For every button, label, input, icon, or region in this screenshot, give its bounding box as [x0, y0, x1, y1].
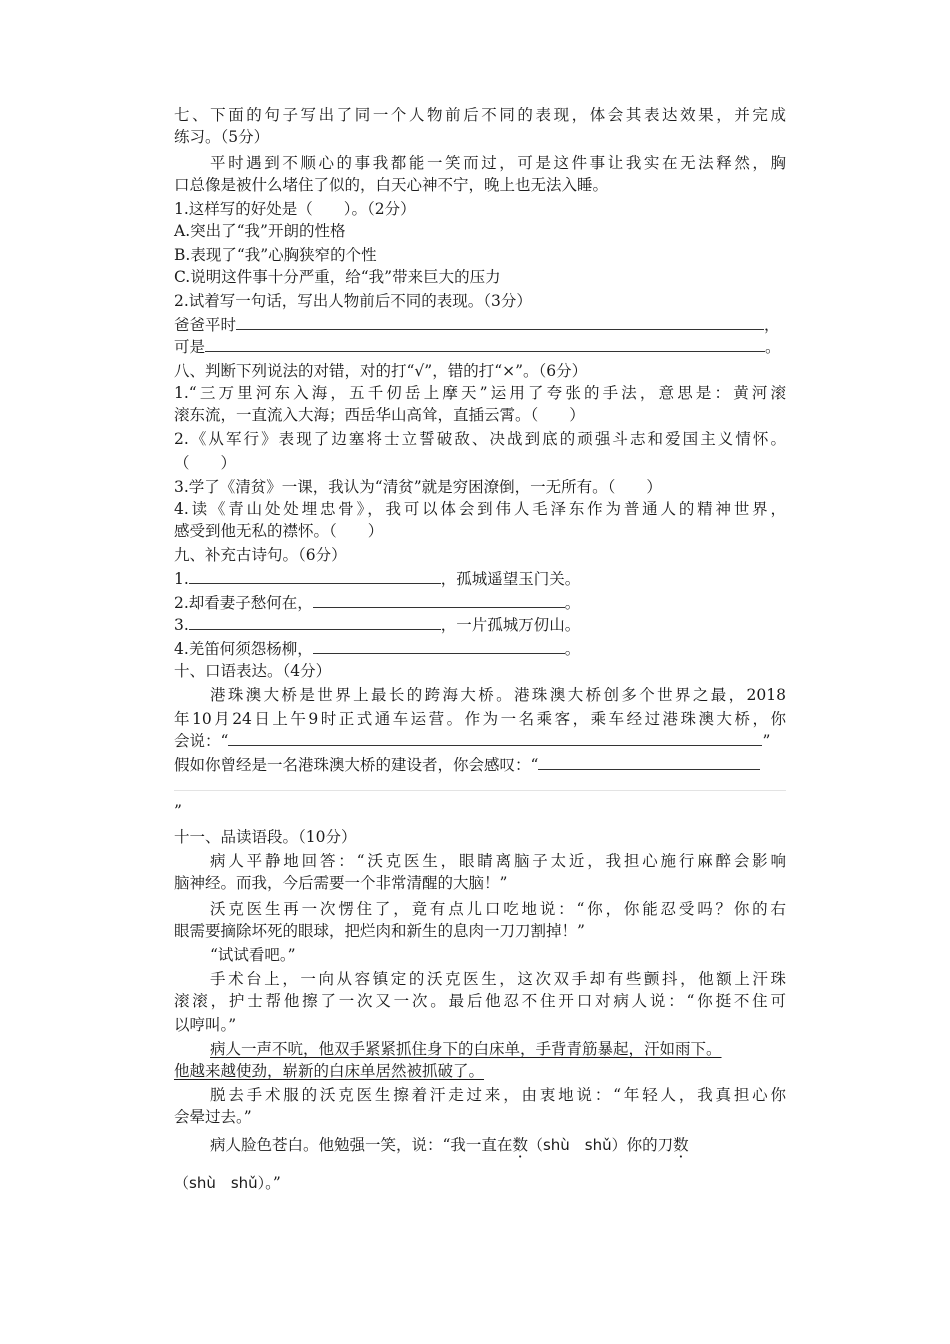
para-7-end: 。” — [265, 1174, 281, 1192]
para-7-text: 病人脸色苍白。他勉强一笑，说：“我一直在 — [210, 1136, 513, 1154]
sigh-line — [174, 754, 786, 776]
speech-line-suffix: ” — [762, 732, 771, 750]
judge-item-3[interactable]: 3.学了《清贫》一课，我认为“清贫”就是穷困潦倒，一无所有。（ ） — [174, 478, 662, 496]
reading-para-3: “试试看吧。” — [210, 946, 296, 964]
judge-item-1: 1.“三万里河东入海，五千仞岳上摩天”运用了夸张的手法，意思是：黄河滚 — [174, 384, 786, 402]
judge-item-1-cont[interactable]: 滚东流，一直流入大海；西岳华山高耸，直插云霄。（ ） — [174, 406, 585, 424]
section7-question-1: 1.这样写的好处是（ ）。（2分） — [174, 200, 416, 218]
underlined-sentence: 病人一声不吭，他双手紧紧抓住身下的白床单，手背青筋暴起，汗如雨下。 — [210, 1040, 722, 1058]
reading-para-6-cont: 会晕过去。” — [174, 1108, 252, 1126]
underlined-sentence-cont: 他越来越使劲，崭新的白床单居然被抓破了。 — [174, 1062, 485, 1080]
reading-para-6: 脱去手术服的沃克医生擦着汗走过来，由衷地说：“年轻人，我真担心你 — [210, 1086, 786, 1104]
fill-line-2-suffix: 。 — [765, 338, 781, 356]
poem-line-2 — [174, 592, 786, 614]
reading-para-1: 病人平静地回答：“沃克医生，眼睛离脑子太近，我担心施行麻醉会影响 — [210, 852, 786, 870]
poem-line-4-prefix: 4.羌笛何须怨杨柳， — [174, 640, 313, 658]
section10-passage: 港珠澳大桥是世界上最长的跨海大桥。港珠澳大桥创多个世界之最，2018 — [210, 686, 786, 704]
dotted-char-1: 数 — [512, 1136, 528, 1154]
pinyin-choice-2[interactable]: （shù shǔ） — [174, 1174, 266, 1192]
section7-question-2: 2.试着写一句话，写出人物前后不同的表现。（3分） — [174, 292, 532, 310]
poem-line-1-prefix: 1. — [174, 570, 189, 588]
sigh-line-prefix: 假如你曾经是一名港珠澳大桥的建设者，你会感叹：“ — [174, 756, 539, 774]
poem-blank[interactable] — [189, 614, 441, 630]
reading-para-7 — [210, 1134, 822, 1156]
reading-para-2: 沃克医生再一次愣住了，竟有点儿口吃地说：“你，你能忍受吗？你的右 — [210, 900, 786, 918]
judge-item-2: 2.《从军行》表现了边塞将士立誓破敌、决战到底的顽强斗志和爱国主义情怀。 — [174, 430, 786, 448]
poem-line-4-suffix: 。 — [564, 640, 581, 658]
reading-para-4-end: 以哼叫。” — [174, 1016, 237, 1034]
poem-blank[interactable] — [189, 568, 441, 584]
sigh-blank[interactable] — [538, 754, 760, 770]
fill-line-1-suffix: ， — [764, 316, 780, 334]
judge-item-4: 4.读《青山处处埋忠骨》，我可以体会到伟人毛泽东作为普通人的精神世界， — [174, 500, 786, 518]
fill-line-1 — [174, 314, 786, 336]
poem-blank[interactable] — [313, 592, 565, 608]
option-c[interactable]: C.说明这件事十分严重，给“我”带来巨大的压力 — [174, 268, 501, 286]
section9-heading: 九、补充古诗句。（6分） — [174, 546, 347, 564]
answer-blank[interactable] — [205, 336, 765, 352]
fill-line-2-prefix: 可是 — [174, 338, 206, 356]
section11-heading: 十一、品读语段。（10分） — [174, 828, 357, 846]
reading-para-1-cont: 脑神经。而我，今后需要一个非常清醒的大脑！” — [174, 874, 508, 892]
sigh-line-close: ” — [174, 802, 182, 820]
dotted-char-2: 数 — [673, 1136, 689, 1154]
reading-para-7-cont — [174, 1172, 786, 1194]
speech-blank[interactable] — [228, 730, 762, 746]
fill-line-1-prefix: 爸爸平时 — [174, 316, 237, 334]
judge-item-2-cont[interactable]: （ ） — [174, 454, 237, 472]
section10-heading: 十、口语表达。（4分） — [174, 662, 332, 680]
poem-line-3-suffix: ，一片孤城万仞山。 — [440, 616, 581, 634]
option-a[interactable]: A.突出了“我”开朗的性格 — [174, 222, 346, 240]
section7-passage: 平时遇到不顺心的事我都能一笑而过，可是这件事让我实在无法释然，胸 — [210, 154, 786, 172]
judge-item-4-cont[interactable]: 感受到他无私的襟怀。（ ） — [174, 522, 384, 540]
para-7-text-mid: 你的刀 — [626, 1136, 674, 1154]
answer-blank[interactable] — [236, 314, 764, 330]
poem-line-2-suffix: 。 — [564, 594, 581, 612]
pinyin-choice-1[interactable]: （shù shǔ） — [527, 1136, 627, 1154]
speech-line — [174, 730, 786, 752]
section7-heading-cont: 练习。（5分） — [174, 128, 270, 146]
poem-blank[interactable] — [313, 638, 565, 654]
poem-line-3 — [174, 614, 786, 636]
poem-line-2-prefix: 2.却看妻子愁何在， — [174, 594, 313, 612]
poem-line-4 — [174, 638, 786, 660]
poem-line-1 — [174, 568, 786, 590]
reading-para-2-cont: 眼需要摘除坏死的眼球，把烂肉和新生的息肉一刀刀割掉！” — [174, 922, 585, 940]
option-b[interactable]: B.表现了“我”心胸狭窄的个性 — [174, 246, 377, 264]
speech-line-prefix: 会说：“ — [174, 732, 229, 750]
section8-heading: 八、判断下列说法的对错，对的打“√”，错的打“×”。（6分） — [174, 362, 588, 380]
divider — [174, 790, 786, 791]
poem-line-1-suffix: ，孤城遥望玉门关。 — [440, 570, 581, 588]
fill-line-2 — [174, 336, 786, 358]
section7-passage-cont: 口总像是被什么堵住了似的，白天心神不宁，晚上也无法入睡。 — [174, 176, 609, 194]
reading-para-4-cont: 滚滚，护士帮他擦了一次又一次。最后他忍不住开口对病人说：“你挺不住可 — [174, 992, 786, 1010]
reading-para-4: 手术台上，一向从容镇定的沃克医生，这次双手却有些颤抖，他额上汗珠 — [210, 970, 786, 988]
section7-heading: 七、下面的句子写出了同一个人物前后不同的表现，体会其表达效果，并完成 — [174, 106, 786, 124]
poem-line-3-prefix: 3. — [174, 616, 189, 634]
section10-passage-cont: 年10月24日上午9时正式通车运营。作为一名乘客，乘车经过港珠澳大桥，你 — [174, 710, 786, 728]
